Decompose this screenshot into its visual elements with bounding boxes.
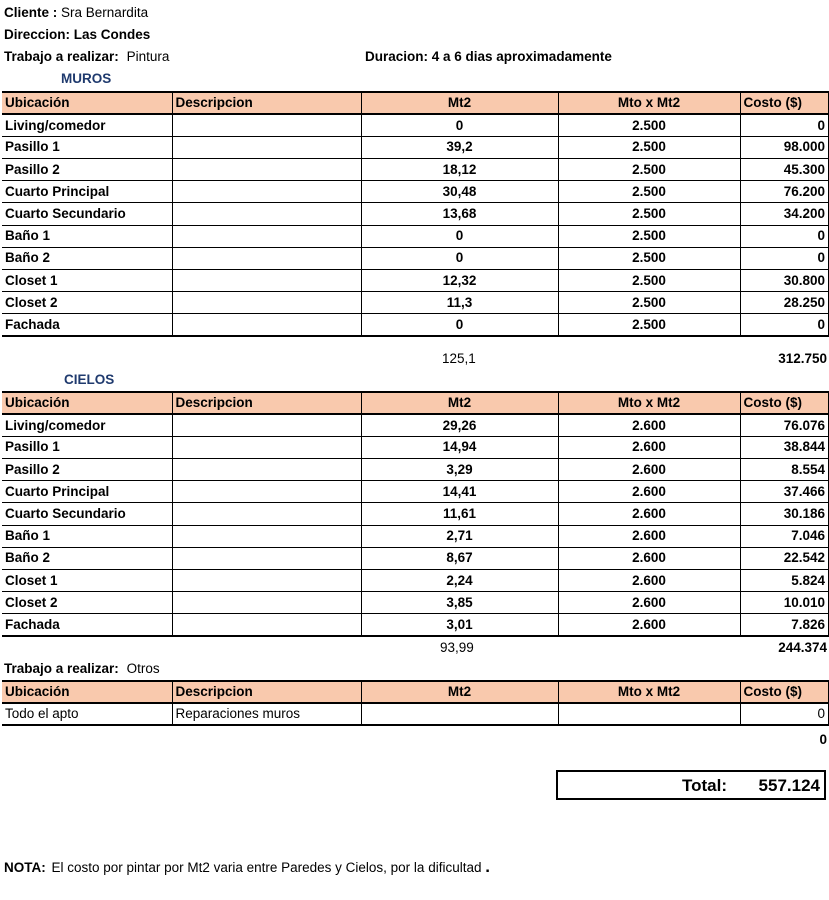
cell-mto: 2.600 — [558, 436, 740, 458]
cell-costo: 10.010 — [740, 592, 829, 614]
cielos-total-cost: 244.374 — [778, 640, 827, 655]
client-value: Sra Bernardita — [61, 5, 149, 20]
cell-descripcion — [172, 136, 361, 158]
column-header-mto: Mto x Mt2 — [558, 681, 740, 703]
column-header-ubicacion: Ubicación — [2, 92, 172, 114]
cell-mt2: 14,41 — [361, 481, 558, 503]
cell-descripcion — [172, 436, 361, 458]
cell-descripcion — [172, 225, 361, 247]
section-title-muros: MUROS — [61, 71, 112, 86]
cell-mto: 2.500 — [558, 314, 740, 336]
note-text: El costo por pintar por Mt2 varia entre Paredes y Cielos, por la dificultad — [51, 860, 482, 875]
work-value: Pintura — [126, 49, 170, 64]
cell-descripcion — [172, 270, 361, 292]
cell-mto: 2.500 — [558, 136, 740, 158]
cell-descripcion: Reparaciones muros — [172, 703, 361, 725]
cell-mto: 2.500 — [558, 247, 740, 269]
column-header-descripcion: Descripcion — [172, 92, 361, 114]
cell-costo: 0 — [740, 314, 829, 336]
cell-descripcion — [172, 114, 361, 136]
cell-mt2: 0 — [361, 114, 558, 136]
address-line: Direccion: Las Condes — [4, 27, 151, 42]
column-header-ubicacion: Ubicación — [2, 681, 172, 703]
cell-costo: 30.800 — [740, 270, 829, 292]
cell-mt2: 3,29 — [361, 459, 558, 481]
cell-mto: 2.500 — [558, 270, 740, 292]
cell-mto: 2.600 — [558, 481, 740, 503]
cell-ubicacion: Baño 2 — [2, 547, 172, 569]
cell-descripcion — [172, 203, 361, 225]
cell-descripcion — [172, 592, 361, 614]
cell-descripcion — [172, 503, 361, 525]
cell-mt2: 13,68 — [361, 203, 558, 225]
table-row — [2, 314, 829, 336]
cell-descripcion — [172, 247, 361, 269]
cell-mt2: 39,2 — [361, 136, 558, 158]
table-row — [2, 503, 829, 525]
table-row — [2, 203, 829, 225]
cell-descripcion — [172, 570, 361, 592]
cell-ubicacion: Pasillo 1 — [2, 436, 172, 458]
cell-mto: 2.500 — [558, 203, 740, 225]
cell-ubicacion: Pasillo 2 — [2, 459, 172, 481]
table-row — [2, 181, 829, 203]
table-row — [2, 525, 829, 547]
cell-ubicacion: Pasillo 1 — [2, 136, 172, 158]
cell-mto: 2.500 — [558, 225, 740, 247]
table-row — [2, 481, 829, 503]
column-header-mt2: Mt2 — [361, 392, 558, 414]
cell-mt2: 3,01 — [361, 614, 558, 636]
cell-mt2: 30,48 — [361, 181, 558, 203]
cell-ubicacion: Cuarto Secundario — [2, 503, 172, 525]
cell-costo: 0 — [740, 225, 829, 247]
table-row — [2, 270, 829, 292]
grand-total-value: 557.124 — [758, 776, 820, 795]
column-header-mto: Mto x Mt2 — [558, 92, 740, 114]
table-row — [2, 592, 829, 614]
cell-mt2 — [361, 703, 558, 725]
cell-mt2: 12,32 — [361, 270, 558, 292]
cell-costo: 0 — [740, 247, 829, 269]
cell-mt2: 0 — [361, 314, 558, 336]
cell-costo: 98.000 — [740, 136, 829, 158]
cell-descripcion — [172, 414, 361, 436]
work-label: Trabajo a realizar: — [4, 49, 119, 64]
cell-costo: 34.200 — [740, 203, 829, 225]
table-row — [2, 547, 829, 569]
cell-ubicacion: Cuarto Secundario — [2, 203, 172, 225]
cell-costo: 5.824 — [740, 570, 829, 592]
cell-ubicacion: Fachada — [2, 314, 172, 336]
cell-mto: 2.600 — [558, 592, 740, 614]
table-row — [2, 247, 829, 269]
cell-ubicacion: Todo el apto — [2, 703, 172, 725]
cell-mto: 2.600 — [558, 547, 740, 569]
table-row — [2, 114, 829, 136]
cell-mto: 2.500 — [558, 159, 740, 181]
column-header-descripcion: Descripcion — [172, 392, 361, 414]
cell-descripcion — [172, 547, 361, 569]
cell-mto: 2.600 — [558, 614, 740, 636]
cell-ubicacion: Closet 2 — [2, 292, 172, 314]
cell-costo: 38.844 — [740, 436, 829, 458]
cielos-total-mt2: 93,99 — [440, 640, 474, 655]
cell-mto: 2.600 — [558, 503, 740, 525]
cell-costo: 8.554 — [740, 459, 829, 481]
cell-ubicacion: Closet 1 — [2, 570, 172, 592]
table-row — [2, 225, 829, 247]
cell-costo: 37.466 — [740, 481, 829, 503]
table-row — [2, 459, 829, 481]
cell-costo: 7.046 — [740, 525, 829, 547]
cell-mto — [558, 703, 740, 725]
duration-line: Duracion: 4 a 6 dias aproximadamente — [365, 49, 612, 64]
cell-costo: 76.076 — [740, 414, 829, 436]
otros-work-value: Otros — [126, 661, 160, 676]
cell-mto: 2.500 — [558, 181, 740, 203]
cell-mt2: 18,12 — [361, 159, 558, 181]
column-header-costo: Costo ($) — [740, 681, 829, 703]
cell-costo: 30.186 — [740, 503, 829, 525]
cell-costo: 22.542 — [740, 547, 829, 569]
cell-descripcion — [172, 292, 361, 314]
cell-ubicacion: Baño 1 — [2, 525, 172, 547]
column-header-ubicacion: Ubicación — [2, 392, 172, 414]
otros-header-row — [2, 681, 829, 703]
grand-total-label: Total: — [682, 776, 728, 795]
cell-descripcion — [172, 314, 361, 336]
cell-ubicacion: Cuarto Principal — [2, 181, 172, 203]
cell-descripcion — [172, 181, 361, 203]
cell-mt2: 3,85 — [361, 592, 558, 614]
column-header-mto: Mto x Mt2 — [558, 392, 740, 414]
cielos-totals-row — [0, 638, 829, 658]
muros-header-row — [2, 92, 829, 114]
cell-mt2: 14,94 — [361, 436, 558, 458]
muros-total-mt2: 125,1 — [442, 351, 476, 366]
otros-totals-row — [0, 730, 829, 750]
muros-totals-row — [0, 349, 829, 369]
cielos-header-row — [2, 392, 829, 414]
cell-ubicacion: Closet 2 — [2, 592, 172, 614]
cell-descripcion — [172, 614, 361, 636]
cell-mt2: 2,71 — [361, 525, 558, 547]
cell-costo: 7.826 — [740, 614, 829, 636]
cell-descripcion — [172, 481, 361, 503]
cell-mt2: 0 — [361, 247, 558, 269]
table-row — [2, 570, 829, 592]
table-row — [2, 414, 829, 436]
cell-costo: 0 — [740, 114, 829, 136]
cell-descripcion — [172, 459, 361, 481]
otros-work-label: Trabajo a realizar: — [4, 661, 119, 676]
section-title-cielos: CIELOS — [64, 372, 115, 387]
cell-costo: 28.250 — [740, 292, 829, 314]
cell-mt2: 0 — [361, 225, 558, 247]
cell-mt2: 8,67 — [361, 547, 558, 569]
cell-costo: 45.300 — [740, 159, 829, 181]
cell-costo: 76.200 — [740, 181, 829, 203]
cell-ubicacion: Baño 2 — [2, 247, 172, 269]
cell-ubicacion: Closet 1 — [2, 270, 172, 292]
muros-total-cost: 312.750 — [778, 351, 827, 366]
cell-mt2: 11,61 — [361, 503, 558, 525]
table-row — [2, 703, 829, 725]
table-row — [2, 136, 829, 158]
cell-ubicacion: Living/comedor — [2, 414, 172, 436]
column-header-mt2: Mt2 — [361, 681, 558, 703]
cell-mto: 2.600 — [558, 414, 740, 436]
cell-ubicacion: Pasillo 2 — [2, 159, 172, 181]
cell-mto: 2.500 — [558, 114, 740, 136]
cell-ubicacion: Living/comedor — [2, 114, 172, 136]
cell-mt2: 11,3 — [361, 292, 558, 314]
cell-descripcion — [172, 525, 361, 547]
note-dot: . — [485, 857, 490, 876]
cell-mt2: 2,24 — [361, 570, 558, 592]
table-row — [2, 292, 829, 314]
client-line — [4, 5, 148, 20]
cell-descripcion — [172, 159, 361, 181]
column-header-descripcion: Descripcion — [172, 681, 361, 703]
cell-mto: 2.500 — [558, 292, 740, 314]
grand-total-box — [556, 770, 826, 800]
otros-work-line — [4, 661, 160, 676]
table-row — [2, 614, 829, 636]
column-header-costo: Costo ($) — [740, 392, 829, 414]
table-row — [2, 159, 829, 181]
cell-ubicacion: Cuarto Principal — [2, 481, 172, 503]
client-label: Cliente : — [4, 5, 58, 20]
otros-table — [2, 680, 829, 726]
cell-mto: 2.600 — [558, 570, 740, 592]
cell-ubicacion: Baño 1 — [2, 225, 172, 247]
note-label: NOTA: — [4, 860, 46, 875]
otros-total-cost: 0 — [819, 732, 827, 747]
column-header-costo: Costo ($) — [740, 92, 829, 114]
muros-table — [2, 91, 829, 337]
cell-mto: 2.600 — [558, 459, 740, 481]
column-header-mt2: Mt2 — [361, 92, 558, 114]
note-line — [4, 857, 490, 877]
table-row — [2, 436, 829, 458]
cielos-table — [2, 391, 829, 637]
cell-mt2: 29,26 — [361, 414, 558, 436]
cell-costo: 0 — [740, 703, 829, 725]
work-line — [4, 49, 169, 64]
cell-mto: 2.600 — [558, 525, 740, 547]
cell-ubicacion: Fachada — [2, 614, 172, 636]
